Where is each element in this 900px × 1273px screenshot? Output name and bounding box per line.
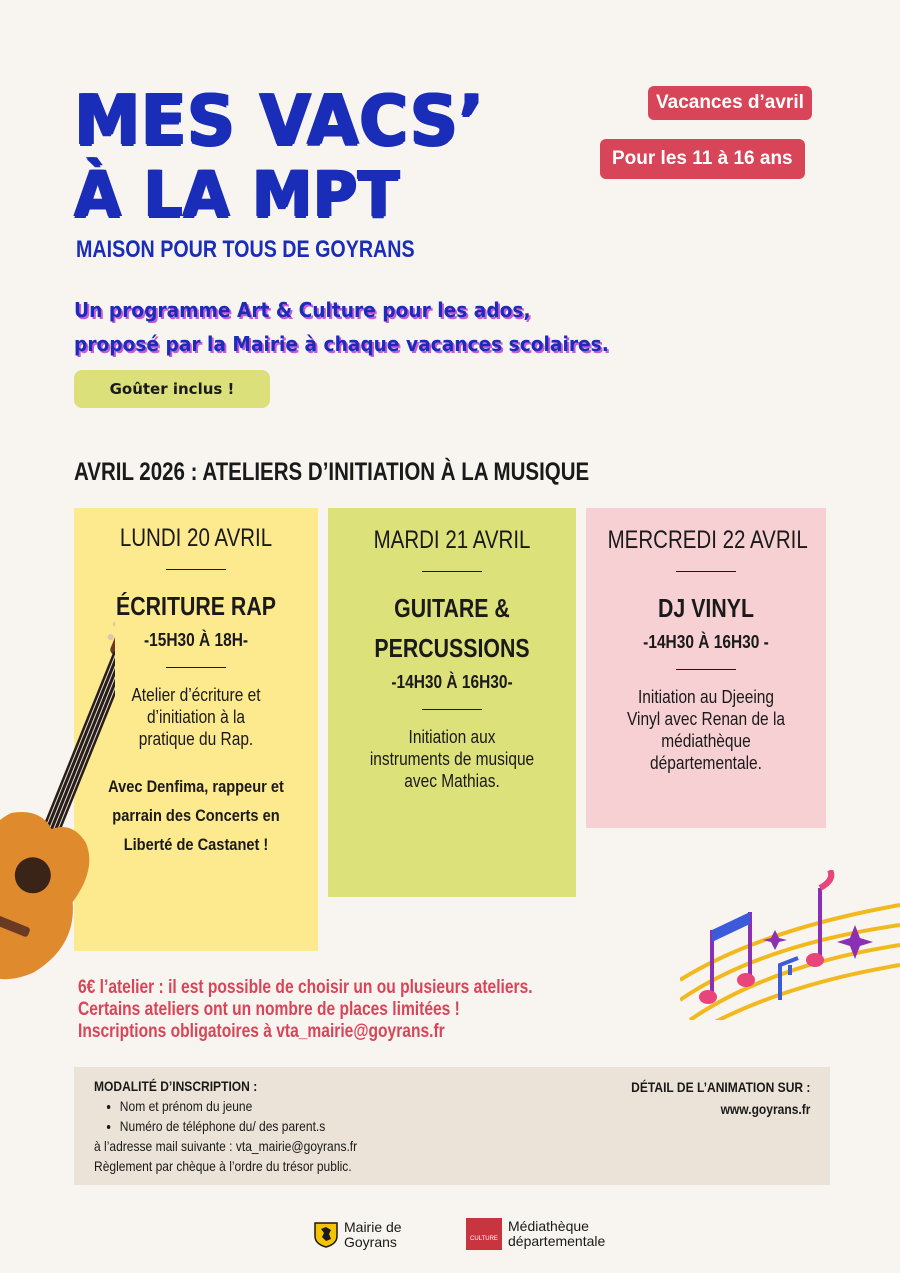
workshop-name: ÉCRITURE RAP [116,591,276,621]
workshop-day: MERCREDI 22 AVRIL [607,526,808,554]
poster-title-line1: MES VACS’ [74,80,485,161]
crest-icon [314,1222,338,1248]
workshop-time: -14H30 À 16H30- [391,672,513,692]
poster-title-line2: À LA MPT [74,158,400,232]
intro-line1: Un programme Art & Culture pour les ados, [74,298,531,322]
workshop-guest: Avec Denfima, rappeur et parrain des Concerts en Liberté de Castanet ! [108,777,284,854]
workshop-time: -15H30 À 18H- [143,630,249,650]
divider [166,667,226,668]
workshop-day: LUNDI 20 AVRIL [119,524,273,552]
workshop-day: MARDI 21 AVRIL [373,526,531,554]
detail-url[interactable]: www.goyrans.fr [720,1101,810,1117]
pricing-info: 6€ l’atelier : il est possible de choisir un ou plusieurs ateliers. Certains ateliers ont un nombre de places limitées ! Inscriptions obligatoires à vta_mairie@goyrans.fr [78,977,533,1042]
divider [676,669,736,670]
poster-subtitle: MAISON POUR TOUS DE GOYRANS [76,236,415,263]
workshop-name: DJ VINYL [658,593,754,623]
section-heading: AVRIL 2026 : ATELIERS D’INITIATION À LA MUSIQUE [74,458,590,486]
registration-item: • Nom et prénom du jeune [120,1096,357,1116]
mairie-logo: Mairie de Goyrans [314,1220,402,1250]
workshop-card-wednesday [586,508,826,828]
gouter-badge: Goûter inclus ! [74,370,270,408]
workshop-time: -14H30 À 16H30 - [643,632,769,652]
registration-payment-line: Règlement par chèque à l’ordre du trésor public. [94,1158,352,1174]
registration-email-line: à l’adresse mail suivante : vta_mairie@goyrans.fr [94,1138,358,1154]
divider [676,571,736,572]
registration-details [94,1076,357,1176]
workshop-description: Atelier d’écriture et d’initiation à la pratique du Rap. [131,685,261,749]
divider [422,571,482,572]
registration-heading: MODALITÉ D’INSCRIPTION : [94,1078,258,1094]
workshop-description: Initiation aux instruments de musique avec Mathias. [369,727,535,791]
workshop-name: GUITARE & PERCUSSIONS [374,593,530,663]
registration-item: • Numéro de téléphone du/ des parent.s [120,1116,357,1136]
animation-detail [631,1076,810,1120]
divider [422,709,482,710]
workshop-description: Initiation au Djeeing Vinyl avec Renan de la médiathèque départementale. [626,687,786,773]
divider [166,569,226,570]
tag-age: Pour les 11 à 16 ans [600,139,805,179]
guitar-icon [0,590,115,1010]
tag-vacances: Vacances d’avril [648,86,812,120]
detail-heading: DÉTAIL DE L’ANIMATION SUR : [630,1079,810,1095]
intro-line2: proposé par la Mairie à chaque vacances scolaires. [74,332,609,356]
workshop-card-tuesday [328,508,576,897]
culture-logo-icon: CULTURE [466,1218,502,1250]
music-notes-icon [680,870,900,1020]
mediatheque-logo: CULTURE Médiathèque départementale [466,1218,605,1250]
